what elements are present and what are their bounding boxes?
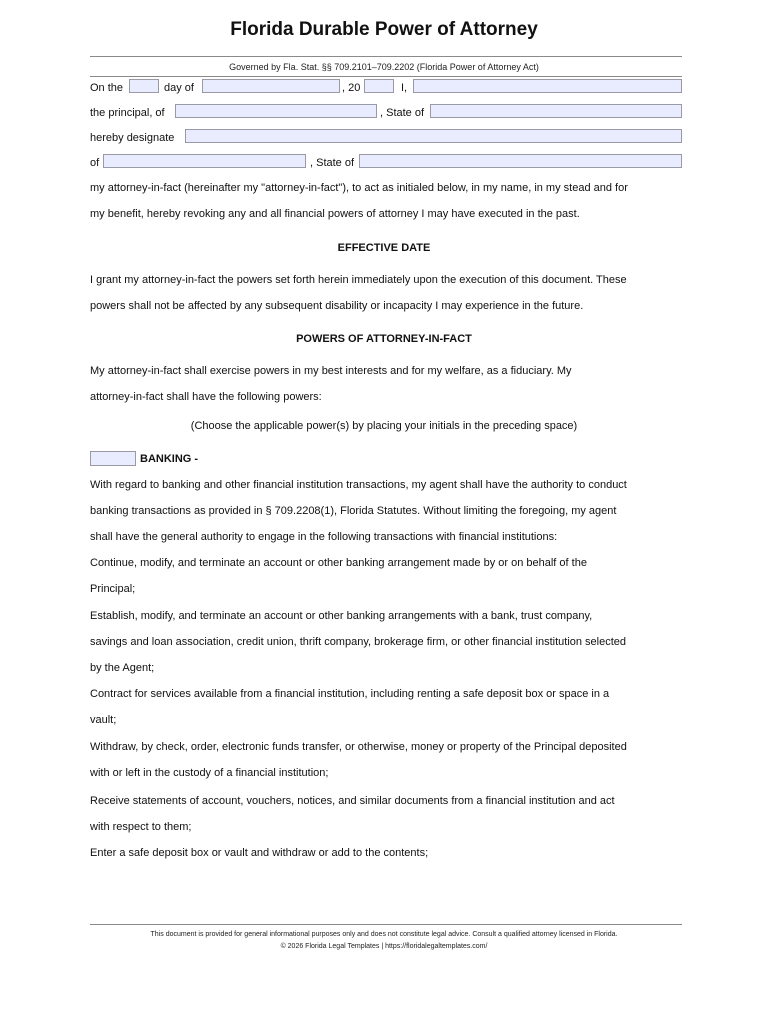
- banking-line: shall have the general authority to engage in the following transactions with financial institutions:: [90, 531, 558, 543]
- header-rule-bottom: [90, 76, 682, 77]
- document-title: Florida Durable Power of Attorney: [230, 19, 538, 40]
- powers-heading: POWERS OF ATTORNEY-IN-FACT: [296, 333, 472, 345]
- principal-name-field[interactable]: [413, 79, 682, 93]
- day-field[interactable]: [129, 79, 159, 93]
- effective-date-heading: EFFECTIVE DATE: [337, 242, 431, 254]
- document-subtitle: Governed by Fla. Stat. §§ 709.2101–709.2202 (Florida Power of Attorney Act): [229, 62, 539, 72]
- header-rule-top: [90, 56, 682, 57]
- intro-line: my attorney-in-fact (hereinafter my "attorney-in-fact"), to act as initialed below, in my name, in my stead and for: [90, 182, 628, 194]
- banking-line: savings and loan association, credit union, thrift company, brokerage firm, or other financial institution selected: [90, 636, 627, 648]
- banking-line: With regard to banking and other financial institution transactions, my agent shall have the authority to conduct: [90, 479, 627, 491]
- principal-state-field[interactable]: [430, 104, 682, 118]
- state-of-label-1: , State of: [380, 107, 425, 119]
- agent-address-field[interactable]: [103, 154, 306, 168]
- banking-line: with respect to them;: [90, 821, 192, 833]
- powers-line: attorney-in-fact shall have the following powers:: [90, 391, 322, 403]
- intro-line: my benefit, hereby revoking any and all financial powers of attorney I may have executed in the past.: [90, 208, 580, 220]
- agent-state-field[interactable]: [359, 154, 682, 168]
- banking-line: Contract for services available from a financial institution, including renting a safe deposit box or space in a: [90, 688, 610, 700]
- on-the-label: On the: [90, 82, 124, 94]
- principal-address-field[interactable]: [175, 104, 377, 118]
- banking-line: by the Agent;: [90, 662, 155, 674]
- of-label: of: [90, 157, 100, 169]
- agent-name-field[interactable]: [185, 129, 682, 143]
- hereby-designate-label: hereby designate: [90, 132, 175, 144]
- footer-rule: [90, 924, 682, 925]
- effective-date-line: powers shall not be affected by any subsequent disability or incapacity I may experience in the future.: [90, 300, 584, 312]
- banking-initials-field[interactable]: [90, 451, 136, 466]
- year-prefix-label: , 20: [342, 82, 361, 94]
- day-of-label: day of: [164, 82, 194, 94]
- banking-line: Establish, modify, and terminate an account or other banking arrangements with a bank, trust company,: [90, 610, 593, 622]
- banking-line: vault;: [90, 714, 117, 726]
- year-field[interactable]: [364, 79, 394, 93]
- principal-of-label: the principal, of: [90, 107, 165, 119]
- footer-copyright: © 2026 Florida Legal Templates | https://floridalegaltemplates.com/: [280, 943, 488, 950]
- state-of-label-2: , State of: [310, 157, 355, 169]
- banking-line: Principal;: [90, 583, 136, 595]
- banking-line: Withdraw, by check, order, electronic funds transfer, or otherwise, money or property of the Principal deposited: [90, 741, 627, 753]
- powers-instruction: (Choose the applicable power(s) by placing your initials in the preceding space): [190, 420, 578, 432]
- banking-line: Receive statements of account, vouchers, notices, and similar documents from a financial institution and act: [90, 795, 615, 807]
- banking-label: BANKING -: [140, 453, 199, 465]
- footer-disclaimer: This document is provided for general informational purposes only and does not constitute legal advice. Consult a qualified attorney licensed in Florida.: [150, 931, 618, 938]
- month-field[interactable]: [202, 79, 340, 93]
- effective-date-line: I grant my attorney-in-fact the powers set forth herein immediately upon the execution of this document. These: [90, 274, 627, 286]
- i-label: I,: [401, 82, 408, 94]
- banking-line: Continue, modify, and terminate an account or other banking arrangement made by or on behalf of the: [90, 557, 587, 569]
- banking-line: with or left in the custody of a financial institution;: [90, 767, 329, 779]
- powers-line: My attorney-in-fact shall exercise powers in my best interests and for my welfare, as a fiduciary. My: [90, 365, 572, 377]
- banking-line: Enter a safe deposit box or vault and withdraw or add to the contents;: [90, 847, 429, 859]
- banking-line: banking transactions as provided in § 709.2208(1), Florida Statutes. Without limiting the foregoing, my agent: [90, 505, 617, 517]
